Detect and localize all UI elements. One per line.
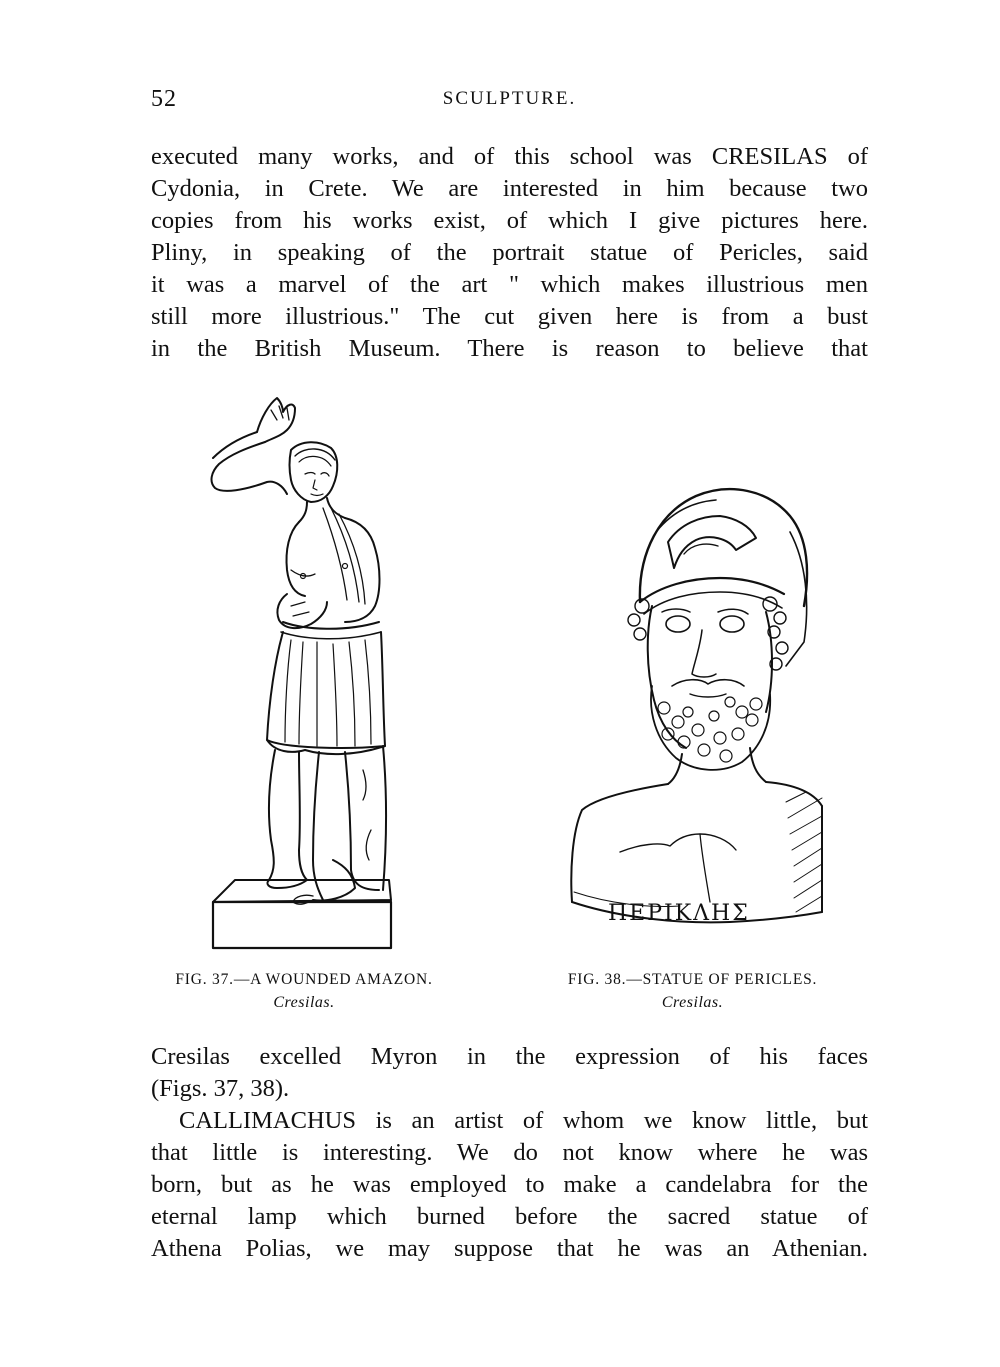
text-line: eternal lamp which burned before the sacred statue of <box>151 1203 868 1230</box>
page-header <box>151 86 868 116</box>
text-line: Cresilas excelled Myron in the expression of his faces <box>151 1043 868 1070</box>
page-number: 52 <box>151 86 177 112</box>
figure-37-title: FIG. 37.—A WOUNDED AMAZON. <box>175 971 433 988</box>
figure-38-artist: Cresilas. <box>661 994 724 1011</box>
pericles-bust-illustration <box>560 472 830 934</box>
text-line: executed many works, and of this school was CRESILAS of <box>151 143 868 170</box>
text-line: CALLIMACHUS is an artist of whom we know little, but <box>179 1107 868 1134</box>
figure-37-caption <box>148 968 460 1014</box>
paragraph-1 <box>151 141 868 365</box>
text-line: Pliny, in speaking of the portrait statue of Pericles, said <box>151 239 868 266</box>
text-line: that little is interesting. We do not know where he was <box>151 1139 868 1166</box>
text-line: (Figs. 37, 38). <box>151 1075 290 1102</box>
paragraph-2 <box>151 1041 868 1105</box>
running-title: SCULPTURE. <box>442 88 577 109</box>
text-line: still more illustrious." The cut given here is from a bust <box>151 303 868 330</box>
figure-38-caption <box>540 968 845 1014</box>
text-line: Cydonia, in Crete. We are interested in him because two <box>151 175 868 202</box>
wounded-amazon-illustration <box>195 390 405 960</box>
figure-37-artist: Cresilas. <box>273 994 335 1011</box>
text-line: in the British Museum. There is reason to believe that <box>151 335 868 362</box>
text-line: born, but as he was employed to make a candelabra for the <box>151 1171 868 1198</box>
text-line: it was a marvel of the art " which makes illustrious men <box>151 271 868 298</box>
paragraph-3 <box>151 1105 868 1265</box>
pericles-inscription: ΠΕΡΙΚΛΗΣ <box>608 901 750 926</box>
text-line: copies from his works exist, of which I give pictures here. <box>151 207 868 234</box>
text-line: Athena Polias, we may suppose that he was an Athenian. <box>151 1235 868 1262</box>
figure-38-title: FIG. 38.—STATUE OF PERICLES. <box>567 971 818 988</box>
